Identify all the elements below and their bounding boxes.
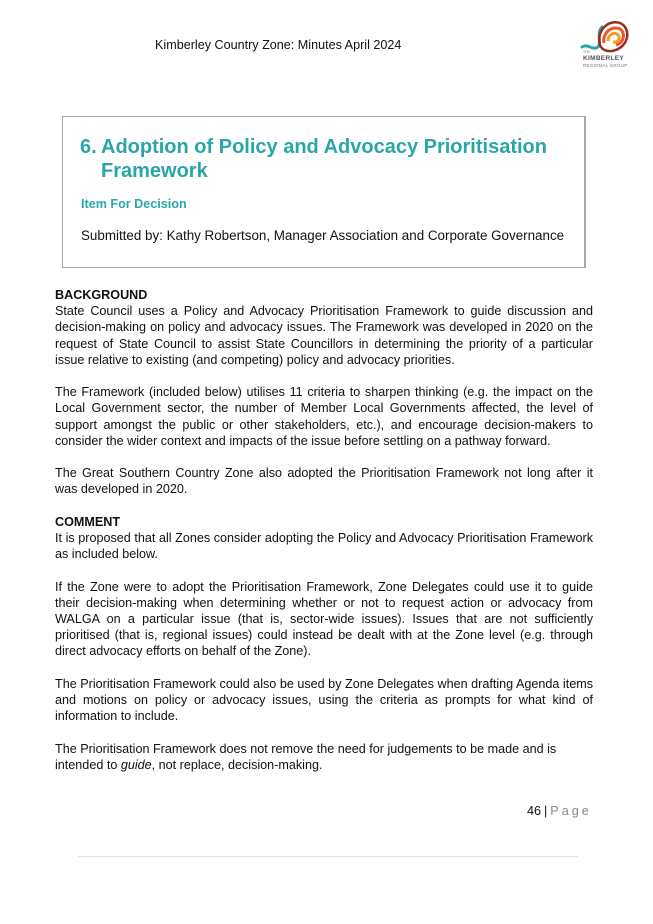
- background-paragraph: The Framework (included below) utilises 11 criteria to sharpen thinking (e.g. the impact on the Local Government sector, the number of Member Local Governments affected, the level of support amongst the public or other stakeholders, etc.), and encourage decision-makers to consider the wider context and impacts of the issue before settling on a pathway forward.: [55, 385, 593, 448]
- logo-subtitle: REGIONAL GROUP: [583, 63, 628, 68]
- document-body: [55, 287, 593, 789]
- page-label: Page: [550, 804, 592, 818]
- final-text-italic: guide: [120, 757, 152, 772]
- item-type-label: Item For Decision: [81, 197, 187, 211]
- footer-divider: [78, 856, 578, 857]
- comment-paragraph: The Prioritisation Framework could also be used by Zone Delegates when drafting Agenda items and motions on policy or advocacy issues, using the criteria as prompts for what kind of information to include.: [55, 676, 593, 724]
- page-header-title: Kimberley Country Zone: Minutes April 2024: [155, 38, 402, 52]
- final-text-after: , not replace, decision-making.: [151, 757, 323, 772]
- logo-name: KIMBERLEY: [583, 55, 624, 62]
- page-number: [527, 804, 592, 818]
- page-separator: |: [544, 804, 548, 818]
- logo-small-text: THE: [583, 50, 590, 54]
- comment-paragraph: It is proposed that all Zones consider adopting the Policy and Advocacy Prioritisation Framework as included below.: [55, 531, 593, 562]
- page-number-value: 46: [527, 804, 542, 818]
- submitted-by: Submitted by: Kathy Robertson, Manager Association and Corporate Governance: [81, 228, 565, 243]
- comment-paragraph: If the Zone were to adopt the Prioritisation Framework, Zone Delegates could use it to guide their decision-making when determining whether or not to request action or advocacy from WALGA on a particular issue (that is, sector-wide issues). Issues that are not sufficiently prioritised (that is, regional issues) could instead be dealt with at the Zone level (e.g. through direct advocacy efforts on behalf of the Zone).: [55, 579, 593, 659]
- item-title-line2: Framework: [101, 160, 208, 182]
- final-text-before: The Prioritisation Framework does not remove the need for judgements to be made and is intended to: [55, 741, 557, 772]
- background-paragraph: State Council uses a Policy and Advocacy Prioritisation Framework to guide discussion and decision-making on policy and advocacy issues. The Framework was developed in 2020 on the request of State Council to assist State Councillors in determining the priority of a particular issue relative to existing (and competing) policy and advocacy priorities.: [55, 304, 593, 367]
- background-paragraph: The Great Southern Country Zone also adopted the Prioritisation Framework not long after it was developed in 2020.: [55, 466, 593, 497]
- item-title-line1: Adoption of Policy and Advocacy Prioritisation: [101, 136, 547, 158]
- comment-final-paragraph: [55, 741, 593, 773]
- comment-heading: COMMENT: [55, 514, 121, 529]
- item-number: 6.: [80, 136, 97, 158]
- background-heading: BACKGROUND: [55, 288, 148, 302]
- item-title: [80, 135, 580, 183]
